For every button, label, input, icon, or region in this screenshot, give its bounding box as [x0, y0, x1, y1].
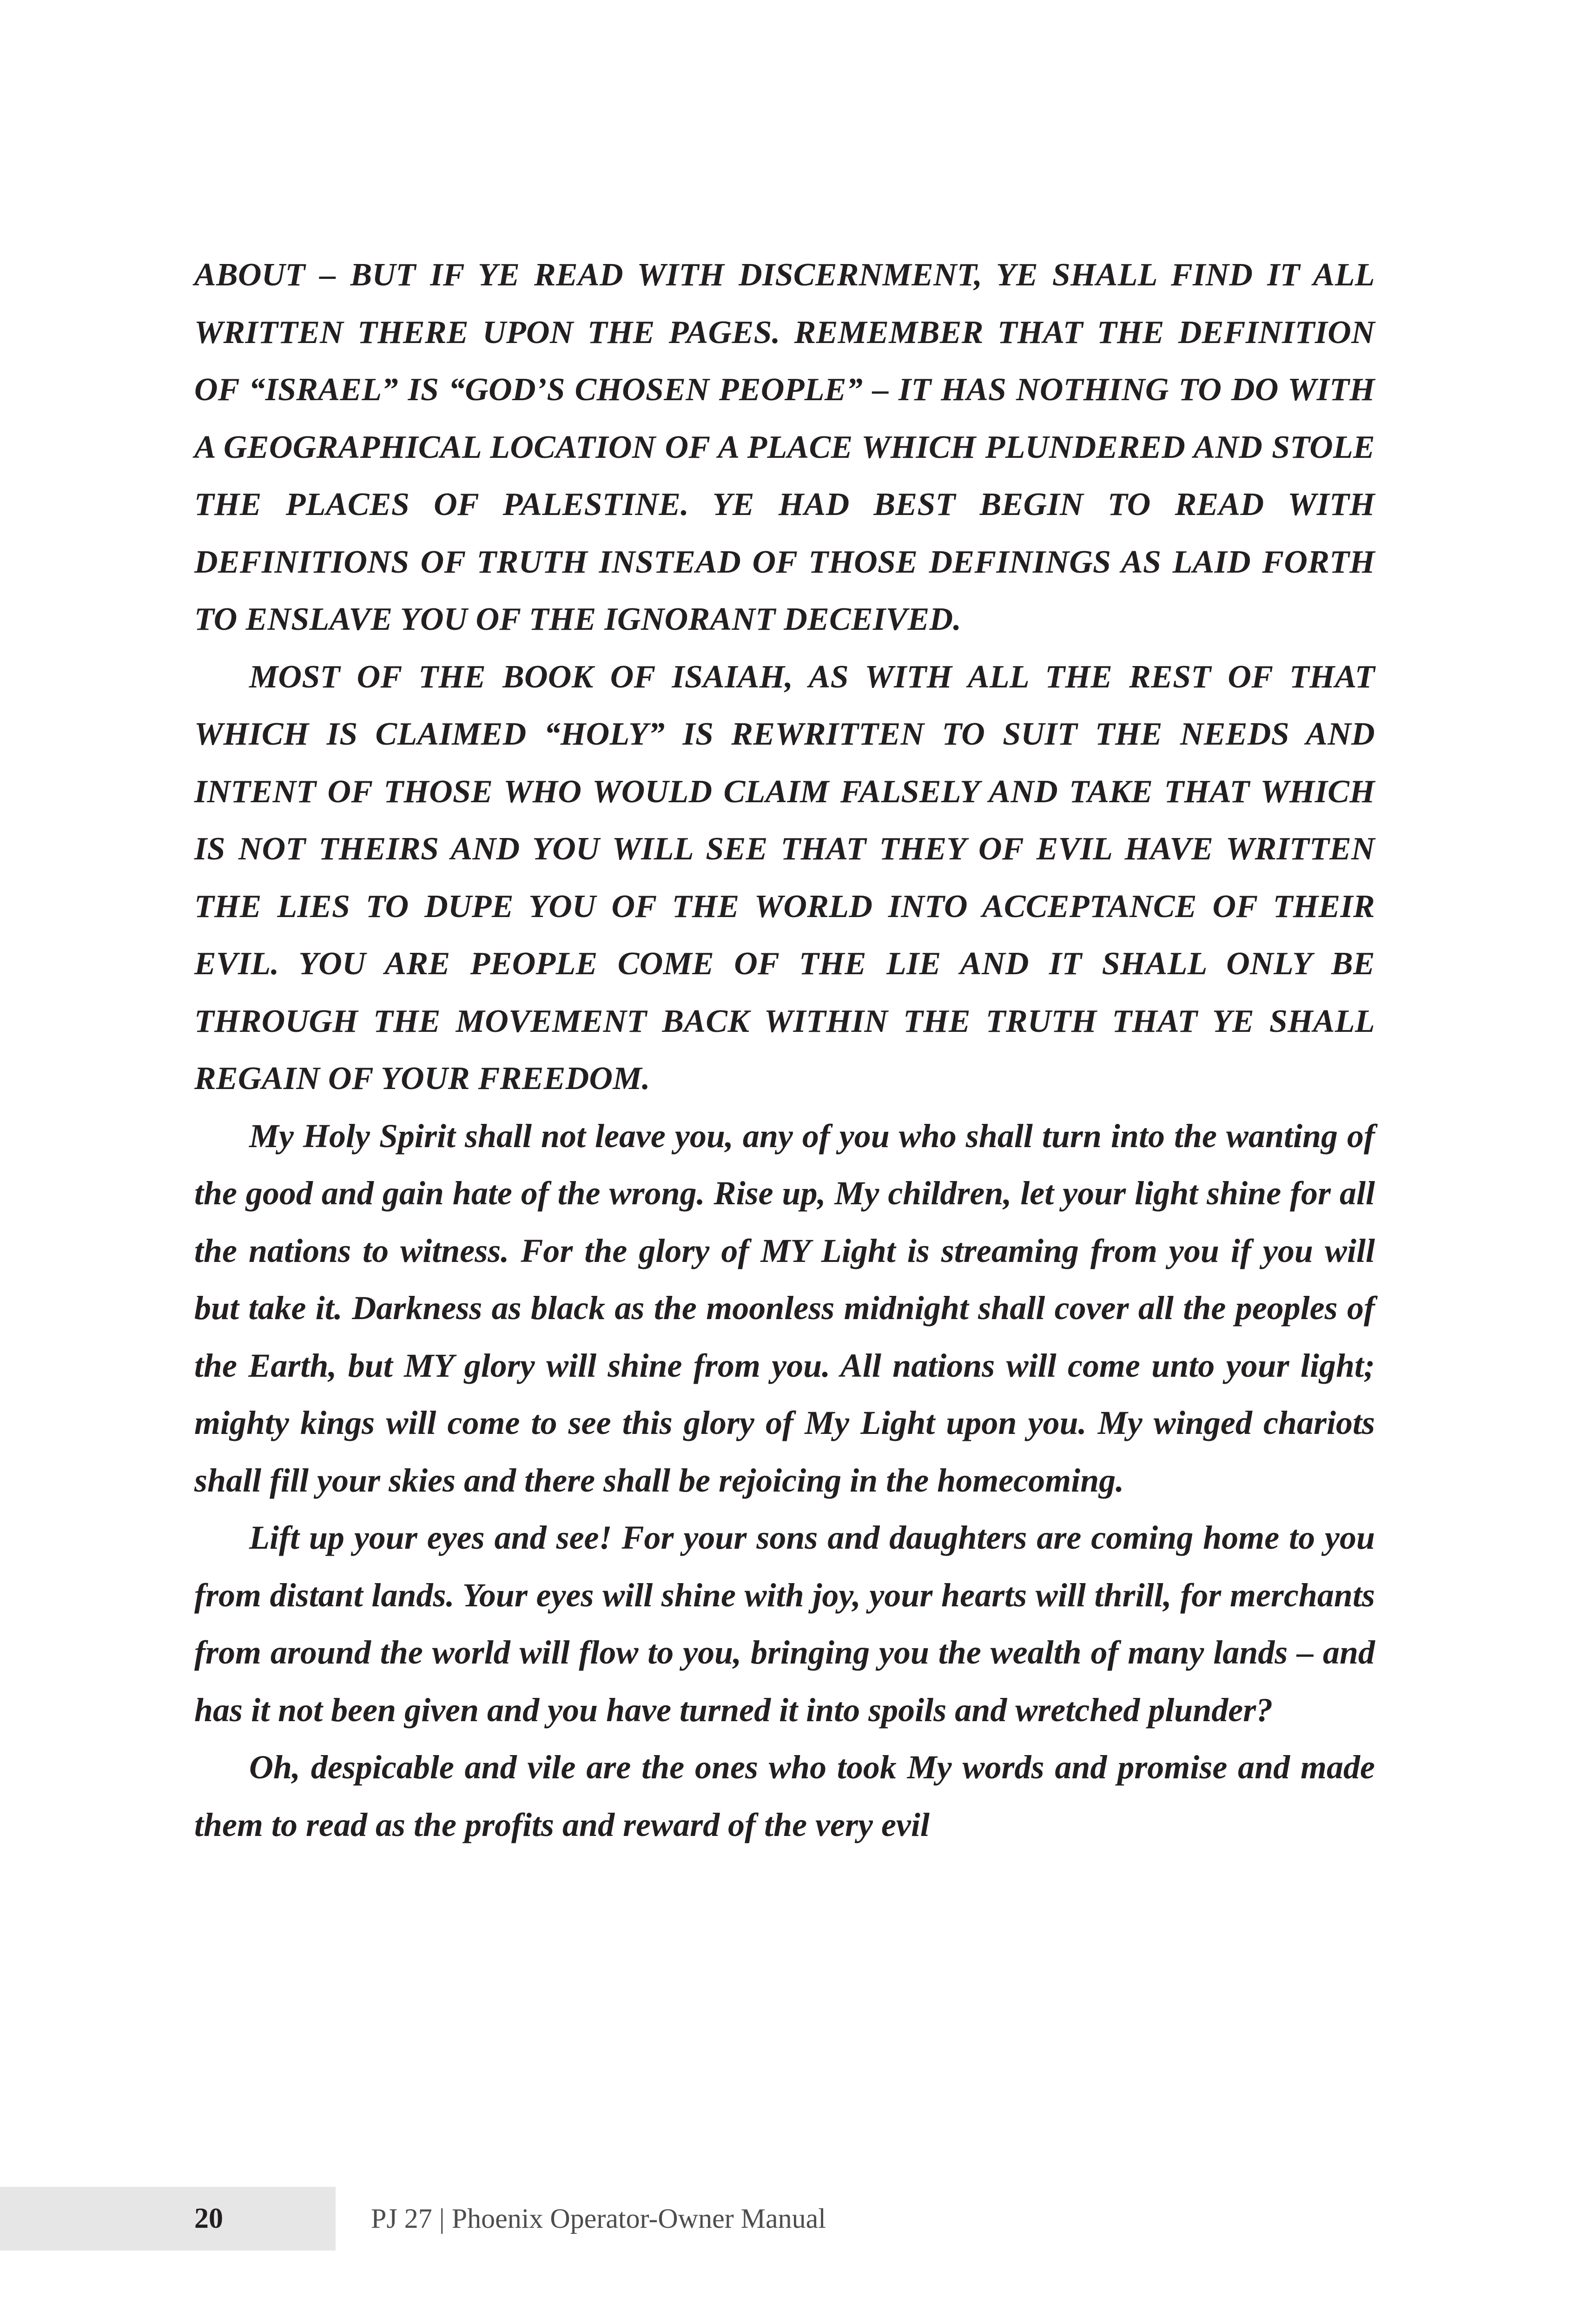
paragraph-5: Oh, despicable and vile are the ones who took My words and promise and made them to read as the profits and reward of the very evil — [194, 1749, 1375, 1843]
running-footer-title: PJ 27 | Phoenix Operator-Owner Manual — [371, 2203, 826, 2234]
footer-page-number-bar — [0, 2187, 336, 2251]
paragraph-1: ABOUT – BUT IF YE READ WITH DISCERNMENT, YE SHALL FIND IT ALL WRITTEN THERE UPON THE PAGES. REMEMBER THAT THE DEFINITION OF “ISRAEL” IS “GOD’S CHOSEN PEOPLE” – IT HAS NOTHING TO DO WITH A GEOGRAPHICAL LOCATION OF A PLACE WHICH PLUNDERED AND STOLE THE PLACES OF PALESTINE. YE HAD BEST BEGIN TO READ WITH DEFINITIONS OF TRUTH INSTEAD OF THOSE DEFININGS AS LAID FORTH TO ENSLAVE YOU OF THE IGNORANT DECEIVED. — [194, 257, 1375, 637]
paragraph-3: My Holy Spirit shall not leave you, any of you who shall turn into the wanting of the good and gain hate of the wrong. Rise up, My children, let your light shine for all the nations to witness. For the glory of MY Light is streaming from you if you will but take it. Darkness as black as the moonless midnight shall cover all the peoples of the Earth, but MY glory will shine from you. All nations will come unto your light; mighty kings will come to see this glory of My Light upon you. My winged chariots shall fill your skies and there shall be rejoicing in the homecoming. — [194, 1117, 1375, 1499]
paragraph-4: Lift up your eyes and see! For your sons and daughters are coming home to you from distant lands. Your eyes will shine with joy, your hearts will thrill, for merchants from around the world will flow to you, bringing you the wealth of many lands – and has it not been given and you have turned it into spoils and wretched plunder? — [194, 1519, 1375, 1729]
body-text — [194, 246, 1375, 1854]
page-number: 20 — [194, 2203, 223, 2234]
paragraph-2: MOST OF THE BOOK OF ISAIAH, AS WITH ALL THE REST OF THAT WHICH IS CLAIMED “HOLY” IS REWRITTEN TO SUIT THE NEEDS AND INTENT OF THOSE WHO WOULD CLAIM FALSELY AND TAKE THAT WHICH IS NOT THEIRS AND YOU WILL SEE THAT THEY OF EVIL HAVE WRITTEN THE LIES TO DUPE YOU OF THE WORLD INTO ACCEPTANCE OF THEIR EVIL. YOU ARE PEOPLE COME OF THE LIE AND IT SHALL ONLY BE THROUGH THE MOVEMENT BACK WITHIN THE TRUTH THAT YE SHALL REGAIN OF YOUR FREEDOM. — [194, 659, 1375, 1096]
